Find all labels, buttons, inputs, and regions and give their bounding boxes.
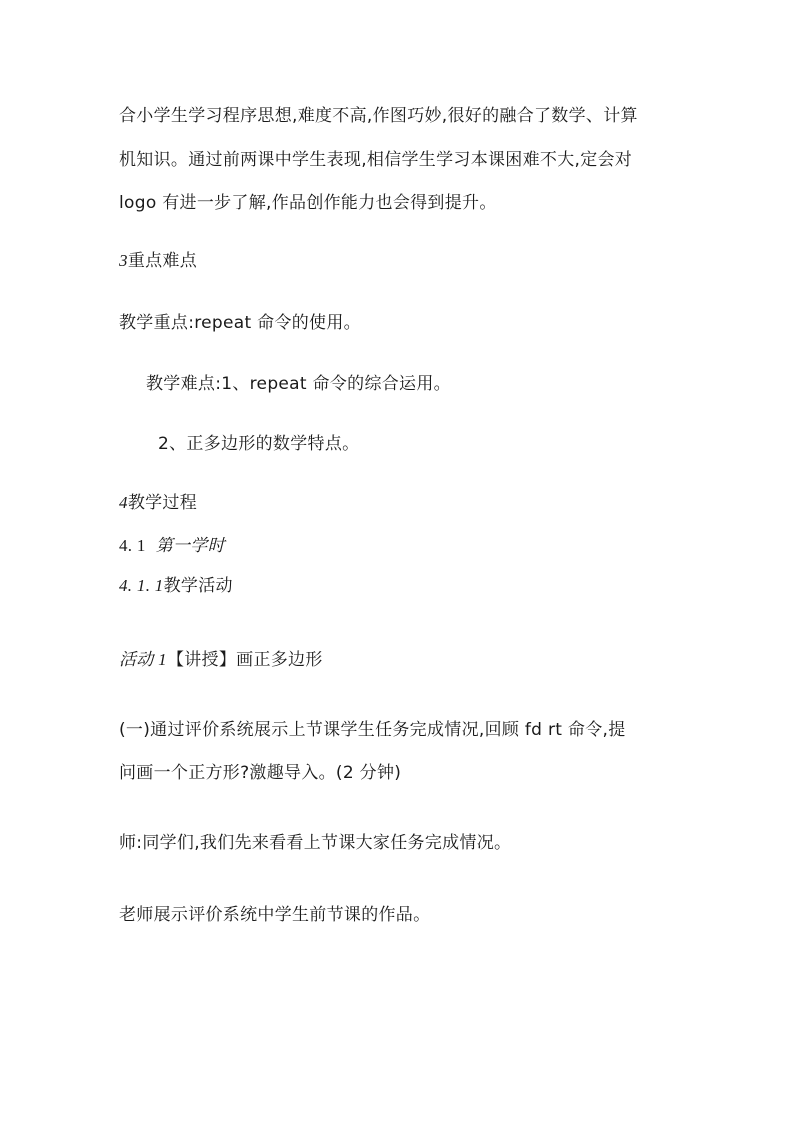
activity-1-heading	[119, 648, 323, 672]
key-point: 教学重点:repeat 命令的使用。	[119, 313, 361, 333]
section-4-title: 教学过程	[127, 493, 198, 513]
activity-1-title: 【讲授】画正多边形	[166, 650, 323, 670]
difficulty-2: 2、正多边形的数学特点。	[158, 434, 360, 454]
section-4-1-number: 4. 1	[119, 536, 146, 555]
section-4-1-title: 第一学时	[155, 536, 225, 556]
activity-1-prefix: 活动 1	[119, 650, 167, 669]
section-4-number: 4	[119, 493, 128, 512]
section-4-1-1-title: 教学活动	[163, 576, 233, 596]
teacher-show: 老师展示评价系统中学生前节课的作品。	[119, 905, 431, 925]
intro-line-2: 机知识。通过前两课中学生表现,相信学生学习本课困难不大,定会对	[119, 150, 633, 170]
intro-line-1: 合小学生学习程序思想,难度不高,作图巧妙,很好的融合了数学、计算	[119, 106, 638, 126]
teacher-line: 师:同学们,我们先来看看上节课大家任务完成情况。	[119, 833, 512, 853]
section-3-number: 3	[119, 251, 128, 270]
section-4-heading	[119, 491, 197, 515]
step-1-line-1: (一)通过评价系统展示上节课学生任务完成情况,回顾 fd rt 命令,提	[119, 720, 626, 740]
intro-line-3: logo 有进一步了解,作品创作能力也会得到提升。	[119, 193, 497, 213]
section-4-1-1-heading	[119, 574, 233, 598]
section-4-1-1-number: 4. 1. 1	[119, 576, 164, 595]
step-1-line-2: 问画一个正方形?激趣导入。(2 分钟)	[119, 763, 402, 783]
difficulty-1: 教学难点:1、repeat 命令的综合运用。	[146, 374, 451, 394]
section-3-heading	[119, 249, 197, 273]
section-4-1-heading	[119, 534, 225, 558]
section-3-title: 重点难点	[127, 251, 198, 271]
